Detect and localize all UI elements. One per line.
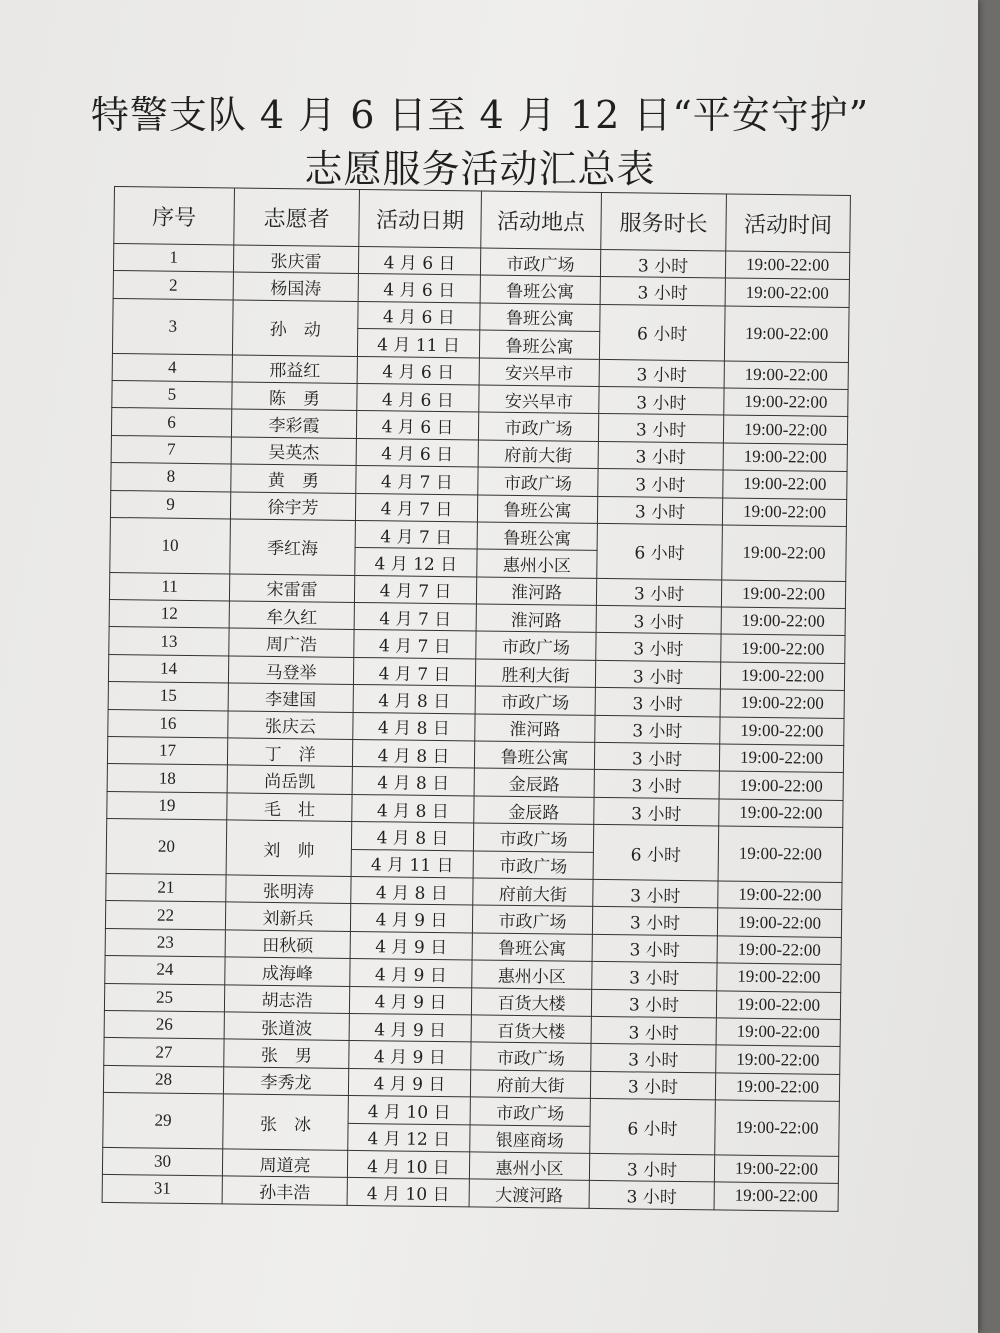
activity-location-cell: 惠州小区 <box>469 1152 589 1181</box>
row-number-cell: 20 <box>106 819 227 875</box>
activity-time-cell: 19:00-22:00 <box>725 278 849 307</box>
activity-date-cell: 4 月 7 日 <box>356 466 478 495</box>
service-hours-cell: 3 小时 <box>592 934 717 963</box>
activity-date-cell: 4 月 9 日 <box>350 904 472 933</box>
activity-location-cell: 市政广场 <box>480 248 600 277</box>
column-header-location: 活动地点 <box>481 191 602 249</box>
row-number-cell: 7 <box>111 435 231 464</box>
service-hours-cell: 3 小时 <box>597 496 722 525</box>
activity-location-cell: 市政广场 <box>476 631 596 660</box>
activity-time-cell: 19:00-22:00 <box>716 1045 840 1074</box>
row-number-cell: 9 <box>110 490 230 519</box>
service-hours-cell: 3 小时 <box>598 469 723 498</box>
activity-location-cell: 市政广场 <box>470 1097 590 1126</box>
activity-date-cell: 4 月 6 日 <box>357 356 479 385</box>
activity-location-cell: 鲁班公寓 <box>480 275 600 304</box>
column-header-number: 序号 <box>114 187 235 245</box>
volunteer-name-cell: 刘新兵 <box>225 902 350 931</box>
service-hours-cell: 3 小时 <box>589 1153 714 1182</box>
volunteer-name-cell: 宋雷雷 <box>229 574 354 603</box>
activity-location-cell: 鲁班公寓 <box>472 933 592 962</box>
volunteer-name-cell: 李彩霞 <box>231 409 356 438</box>
activity-date-cell: 4 月 7 日 <box>353 657 475 686</box>
service-hours-cell: 3 小时 <box>599 386 724 415</box>
row-number-cell: 25 <box>104 983 224 1012</box>
service-hours-cell: 3 小时 <box>600 277 725 306</box>
row-number-cell: 16 <box>108 709 228 738</box>
activity-date-cell: 4 月 7 日 <box>355 520 477 549</box>
volunteer-name-cell: 马登举 <box>228 656 353 685</box>
activity-date-cell: 4 月 6 日 <box>357 383 479 412</box>
service-hours-cell: 3 小时 <box>590 1071 715 1100</box>
activity-date-cell: 4 月 8 日 <box>352 767 474 796</box>
activity-time-cell: 19:00-22:00 <box>725 251 849 280</box>
volunteer-summary-table <box>102 186 851 1212</box>
column-header-date: 活动日期 <box>359 189 482 247</box>
activity-date-cell: 4 月 8 日 <box>353 685 475 714</box>
activity-location-cell: 安兴早市 <box>479 385 599 414</box>
activity-location-cell: 府前大街 <box>473 878 593 907</box>
activity-location-cell: 市政广场 <box>471 1042 591 1071</box>
service-hours-cell: 6 小时 <box>599 304 725 360</box>
row-number-cell: 11 <box>109 572 229 601</box>
activity-date-cell: 4 月 6 日 <box>356 438 478 467</box>
activity-date-cell: 4 月 8 日 <box>351 822 473 851</box>
activity-time-cell: 19:00-22:00 <box>720 717 844 746</box>
row-number-cell: 31 <box>102 1175 222 1204</box>
volunteer-name-cell: 季红海 <box>230 519 356 575</box>
service-hours-cell: 3 小时 <box>591 1016 716 1045</box>
activity-location-cell: 市政广场 <box>478 412 598 441</box>
activity-time-cell: 19:00-22:00 <box>722 497 846 526</box>
row-number-cell: 30 <box>102 1147 222 1176</box>
service-hours-cell: 3 小时 <box>595 660 720 689</box>
volunteer-name-cell: 孙 动 <box>232 300 358 356</box>
row-number-cell: 24 <box>105 956 225 985</box>
service-hours-cell: 3 小时 <box>598 414 723 443</box>
volunteer-name-cell: 成海峰 <box>225 957 350 986</box>
service-hours-cell: 3 小时 <box>591 989 716 1018</box>
volunteer-name-cell: 张庆云 <box>228 711 353 740</box>
activity-location-cell: 百货大楼 <box>471 1015 591 1044</box>
volunteer-name-cell: 尚岳凯 <box>227 765 352 794</box>
activity-date-cell: 4 月 8 日 <box>351 876 473 905</box>
volunteer-name-cell: 吴英杰 <box>231 437 356 466</box>
activity-location-cell: 惠州小区 <box>472 960 592 989</box>
row-number-cell: 5 <box>112 380 232 409</box>
volunteer-name-cell: 丁 洋 <box>227 738 352 767</box>
document-title-line1: 特警支队 4 月 6 日至 4 月 12 日“平安守护” <box>90 93 870 137</box>
service-hours-cell: 3 小时 <box>593 879 718 908</box>
activity-date-cell: 4 月 8 日 <box>353 712 475 741</box>
service-hours-cell: 3 小时 <box>595 688 720 717</box>
activity-date-cell: 4 月 9 日 <box>350 959 472 988</box>
activity-time-cell: 19:00-22:00 <box>724 361 848 390</box>
activity-location-cell: 淮河路 <box>475 714 595 743</box>
service-hours-cell: 6 小时 <box>597 523 723 579</box>
service-hours-cell: 3 小时 <box>594 770 719 799</box>
activity-time-cell: 19:00-22:00 <box>717 936 841 965</box>
row-number-cell: 18 <box>107 764 227 793</box>
activity-date-cell: 4 月 7 日 <box>354 575 476 604</box>
row-number-cell: 2 <box>113 271 233 300</box>
volunteer-name-cell: 田秋硕 <box>225 930 350 959</box>
activity-time-cell: 19:00-22:00 <box>723 443 847 472</box>
activity-date-cell: 4 月 9 日 <box>349 1013 471 1042</box>
volunteer-name-cell: 张 冰 <box>223 1094 349 1150</box>
activity-time-cell: 19:00-22:00 <box>723 415 847 444</box>
row-number-cell: 13 <box>109 627 229 656</box>
activity-time-cell: 19:00-22:00 <box>721 607 845 636</box>
activity-date-cell: 4 月 10 日 <box>347 1178 469 1207</box>
service-hours-cell: 6 小时 <box>590 1098 716 1154</box>
activity-time-cell: 19:00-22:00 <box>714 1155 838 1184</box>
activity-date-cell: 4 月 9 日 <box>350 931 472 960</box>
activity-location-cell: 金辰路 <box>474 796 594 825</box>
activity-date-cell: 4 月 8 日 <box>352 739 474 768</box>
volunteer-name-cell: 张 男 <box>224 1039 349 1068</box>
activity-location-cell: 府前大街 <box>470 1070 590 1099</box>
service-hours-cell: 3 小时 <box>596 633 721 662</box>
row-number-cell: 21 <box>106 873 226 902</box>
activity-time-cell: 19:00-22:00 <box>724 388 848 417</box>
activity-date-cell: 4 月 7 日 <box>354 630 476 659</box>
row-number-cell: 22 <box>105 901 225 930</box>
activity-time-cell: 19:00-22:00 <box>717 963 841 992</box>
row-number-cell: 6 <box>111 408 231 437</box>
activity-time-cell: 19:00-22:00 <box>719 799 843 828</box>
activity-location-cell: 大渡河路 <box>469 1179 589 1208</box>
service-hours-cell: 3 小时 <box>594 742 719 771</box>
activity-location-cell: 市政广场 <box>472 905 592 934</box>
row-number-cell: 14 <box>108 654 228 683</box>
activity-time-cell: 19:00-22:00 <box>715 1100 840 1156</box>
activity-date-cell: 4 月 12 日 <box>355 548 477 577</box>
activity-time-cell: 19:00-22:00 <box>722 525 847 581</box>
volunteer-name-cell: 徐宇芳 <box>230 491 355 520</box>
activity-time-cell: 19:00-22:00 <box>717 908 841 937</box>
activity-location-cell: 鲁班公寓 <box>479 330 599 359</box>
activity-time-cell: 19:00-22:00 <box>718 826 843 882</box>
volunteer-name-cell: 周道亮 <box>222 1149 347 1178</box>
activity-date-cell: 4 月 6 日 <box>358 301 480 330</box>
column-header-time: 活动时间 <box>726 194 851 253</box>
activity-location-cell: 胜利大街 <box>475 659 595 688</box>
service-hours-cell: 3 小时 <box>598 441 723 470</box>
volunteer-name-cell: 邢益红 <box>232 355 357 384</box>
volunteer-name-cell: 周广浩 <box>229 628 354 657</box>
activity-location-cell: 金辰路 <box>474 768 594 797</box>
row-number-cell: 29 <box>103 1093 224 1149</box>
activity-date-cell: 4 月 9 日 <box>349 986 471 1015</box>
activity-date-cell: 4 月 7 日 <box>354 603 476 632</box>
column-header-volunteer: 志愿者 <box>234 188 360 247</box>
activity-location-cell: 府前大街 <box>478 440 598 469</box>
activity-date-cell: 4 月 6 日 <box>358 274 480 303</box>
service-hours-cell: 3 小时 <box>595 715 720 744</box>
activity-time-cell: 19:00-22:00 <box>716 1018 840 1047</box>
activity-time-cell: 19:00-22:00 <box>724 306 849 362</box>
service-hours-cell: 3 小时 <box>599 359 724 388</box>
document-title-line2: 志愿服务活动汇总表 <box>304 147 656 191</box>
service-hours-cell: 3 小时 <box>600 249 725 278</box>
activity-time-cell: 19:00-22:00 <box>719 744 843 773</box>
activity-time-cell: 19:00-22:00 <box>720 662 844 691</box>
activity-location-cell: 市政广场 <box>473 851 593 880</box>
activity-date-cell: 4 月 6 日 <box>358 246 480 275</box>
activity-location-cell: 鲁班公寓 <box>477 494 597 523</box>
row-number-cell: 19 <box>107 791 227 820</box>
volunteer-name-cell: 张道波 <box>224 1012 349 1041</box>
volunteer-name-cell: 黄 勇 <box>231 464 356 493</box>
activity-time-cell: 19:00-22:00 <box>719 771 843 800</box>
row-number-cell: 12 <box>109 600 229 629</box>
activity-location-cell: 安兴早市 <box>479 358 599 387</box>
row-number-cell: 8 <box>111 463 231 492</box>
activity-time-cell: 19:00-22:00 <box>715 1073 839 1102</box>
row-number-cell: 4 <box>112 353 232 382</box>
activity-location-cell: 淮河路 <box>476 604 596 633</box>
row-number-cell: 10 <box>110 517 231 573</box>
activity-location-cell: 鲁班公寓 <box>477 522 597 551</box>
activity-time-cell: 19:00-22:00 <box>721 634 845 663</box>
volunteer-name-cell: 胡志浩 <box>224 984 349 1013</box>
activity-time-cell: 19:00-22:00 <box>721 580 845 609</box>
activity-location-cell: 鲁班公寓 <box>480 303 600 332</box>
activity-date-cell: 4 月 8 日 <box>352 794 474 823</box>
activity-date-cell: 4 月 7 日 <box>355 493 477 522</box>
activity-location-cell: 淮河路 <box>476 577 596 606</box>
service-hours-cell: 3 小时 <box>596 578 721 607</box>
volunteer-name-cell: 张庆雷 <box>233 245 358 274</box>
service-hours-cell: 3 小时 <box>589 1181 714 1210</box>
row-number-cell: 23 <box>105 928 225 957</box>
activity-location-cell: 百货大楼 <box>471 987 591 1016</box>
activity-date-cell: 4 月 11 日 <box>357 329 479 358</box>
volunteer-name-cell: 毛 壮 <box>227 793 352 822</box>
row-number-cell: 1 <box>113 244 233 273</box>
service-hours-cell: 3 小时 <box>591 1044 716 1073</box>
activity-date-cell: 4 月 12 日 <box>348 1123 470 1152</box>
activity-date-cell: 4 月 9 日 <box>348 1068 470 1097</box>
activity-time-cell: 19:00-22:00 <box>718 881 842 910</box>
activity-location-cell: 惠州小区 <box>477 549 597 578</box>
row-number-cell: 17 <box>107 736 227 765</box>
volunteer-name-cell: 李建国 <box>228 683 353 712</box>
service-hours-cell: 3 小时 <box>592 907 717 936</box>
activity-date-cell: 4 月 10 日 <box>348 1096 470 1125</box>
volunteer-name-cell: 杨国涛 <box>233 272 358 301</box>
row-number-cell: 15 <box>108 682 228 711</box>
activity-time-cell: 19:00-22:00 <box>720 689 844 718</box>
activity-date-cell: 4 月 6 日 <box>356 411 478 440</box>
volunteer-name-cell: 刘 帅 <box>226 820 352 876</box>
volunteer-name-cell: 张明涛 <box>226 875 351 904</box>
table-header-row <box>114 187 851 253</box>
activity-date-cell: 4 月 9 日 <box>349 1041 471 1070</box>
activity-location-cell: 市政广场 <box>475 686 595 715</box>
activity-date-cell: 4 月 11 日 <box>351 849 473 878</box>
activity-time-cell: 19:00-22:00 <box>714 1182 838 1211</box>
service-hours-cell: 3 小时 <box>596 606 721 635</box>
row-number-cell: 27 <box>104 1038 224 1067</box>
service-hours-cell: 3 小时 <box>592 962 717 991</box>
activity-date-cell: 4 月 10 日 <box>347 1150 469 1179</box>
activity-location-cell: 鲁班公寓 <box>474 741 594 770</box>
row-number-cell: 26 <box>104 1010 224 1039</box>
volunteer-name-cell: 牟久红 <box>229 601 354 630</box>
column-header-duration: 服务时长 <box>601 192 727 251</box>
service-hours-cell: 3 小时 <box>594 797 719 826</box>
service-hours-cell: 6 小时 <box>593 825 719 881</box>
volunteer-name-cell: 陈 勇 <box>232 382 357 411</box>
activity-location-cell: 银座商场 <box>470 1124 590 1153</box>
activity-location-cell: 市政广场 <box>473 823 593 852</box>
activity-location-cell: 市政广场 <box>478 467 598 496</box>
row-number-cell: 28 <box>103 1065 223 1094</box>
volunteer-name-cell: 孙丰浩 <box>222 1176 347 1205</box>
activity-time-cell: 19:00-22:00 <box>723 470 847 499</box>
row-number-cell: 3 <box>112 298 233 354</box>
volunteer-name-cell: 李秀龙 <box>223 1067 348 1096</box>
activity-time-cell: 19:00-22:00 <box>716 990 840 1019</box>
